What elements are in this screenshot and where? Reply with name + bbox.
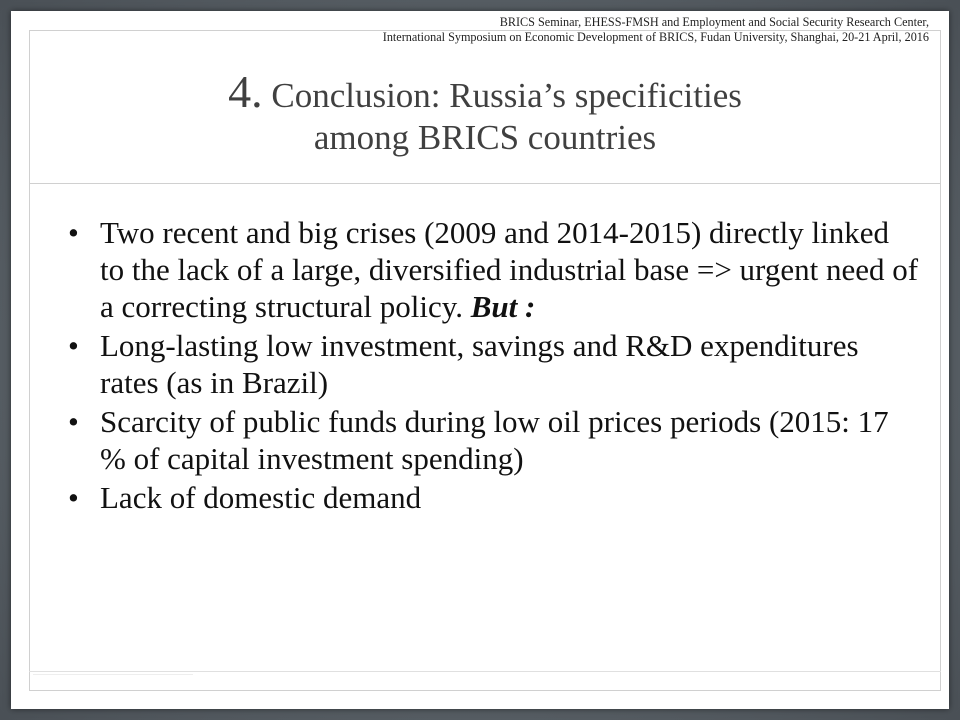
bullet-text: Long-lasting low investment, savings and R&D expenditures rates (as in Brazil) bbox=[100, 328, 859, 400]
bullet-icon: • bbox=[68, 404, 79, 439]
bullet-item bbox=[60, 479, 920, 516]
bullet-item bbox=[60, 327, 920, 401]
slide-title bbox=[29, 66, 941, 159]
footer-placeholder bbox=[33, 674, 193, 685]
bullet-item bbox=[60, 403, 920, 477]
bullet-text: Lack of domestic demand bbox=[100, 480, 422, 515]
bullet-icon: • bbox=[68, 480, 79, 515]
bullet-list bbox=[60, 214, 920, 518]
title-line-2: among BRICS countries bbox=[313, 118, 657, 157]
footer-divider bbox=[29, 671, 941, 672]
bullet-text: Scarcity of public funds during low oil prices periods (2015: 17 % of capital investment spending) bbox=[100, 404, 889, 476]
citation-line-2: International Symposium on Economic Development of BRICS, Fudan University, Shanghai, 20-21 April, 2016 bbox=[382, 30, 929, 44]
conference-citation bbox=[383, 15, 929, 45]
citation-line-1: BRICS Seminar, EHESS-FMSH and Employment and Social Security Research Center, bbox=[499, 15, 929, 29]
title-divider bbox=[29, 183, 941, 184]
bullet-icon: • bbox=[68, 215, 79, 250]
bullet-text: Two recent and big crises (2009 and 2014-2015) directly linked to the lack of a large, diversified industrial base => urgent need of a correcting structural policy. bbox=[100, 215, 919, 324]
bullet-emphasis: But : bbox=[470, 289, 536, 324]
slide bbox=[11, 11, 949, 709]
section-number: 4. bbox=[228, 66, 263, 117]
title-text: Conclusion: Russia’s specificities bbox=[271, 76, 742, 115]
bullet-item bbox=[60, 214, 920, 325]
title-line-1 bbox=[29, 66, 941, 117]
bullet-icon: • bbox=[68, 328, 79, 363]
